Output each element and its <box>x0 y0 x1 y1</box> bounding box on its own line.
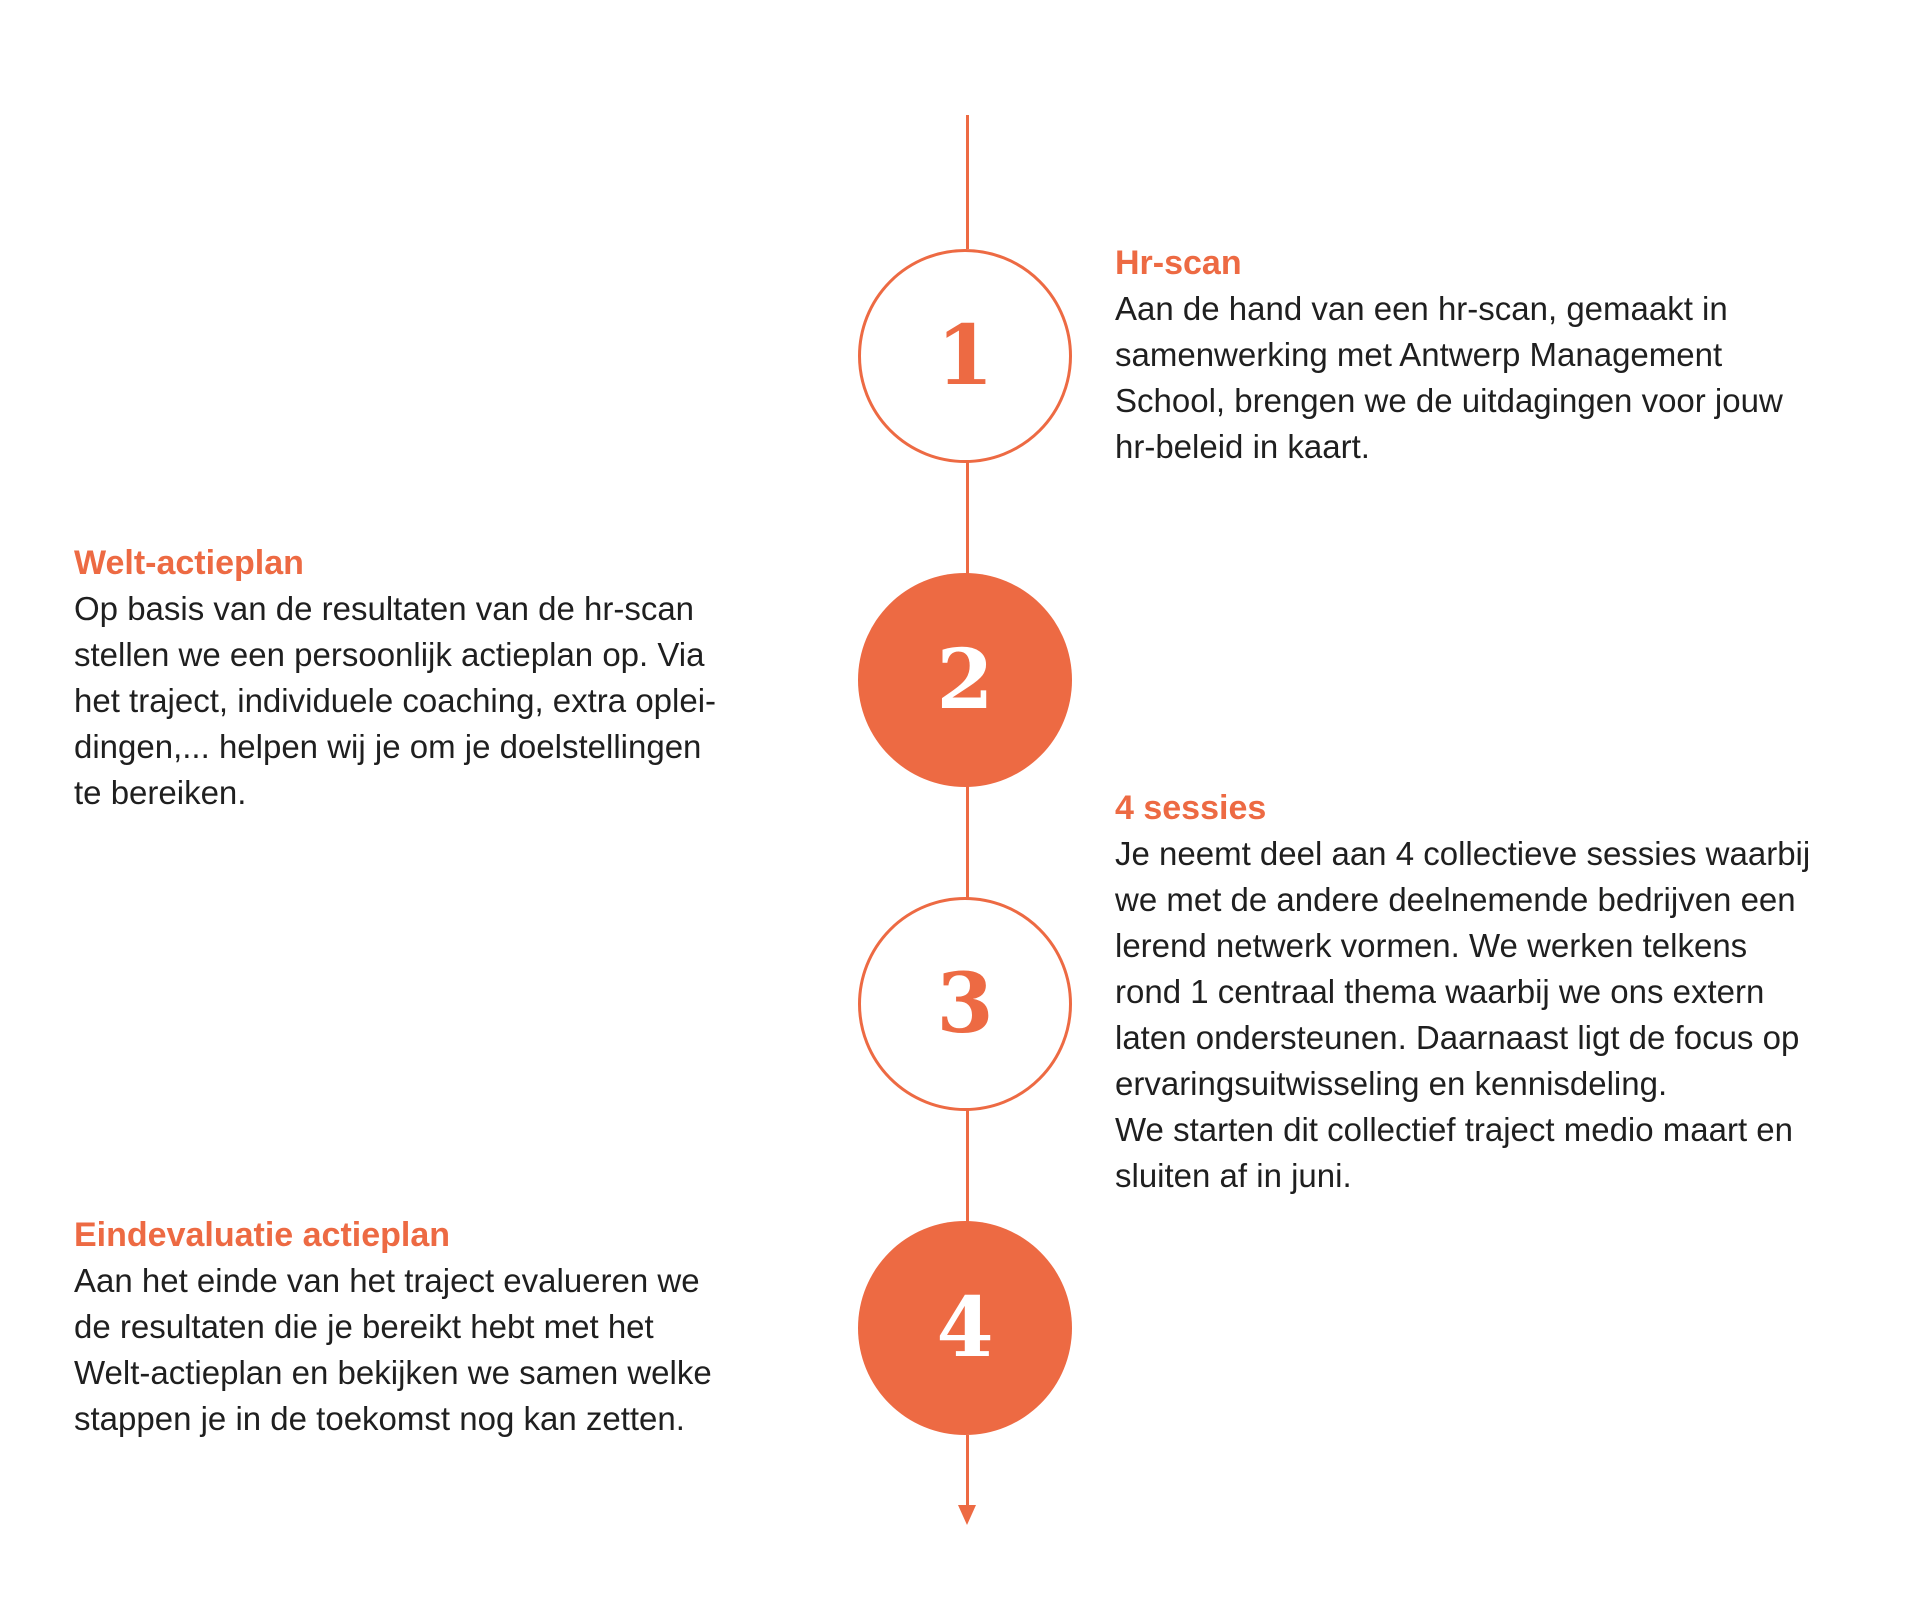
step-2-number: 2 <box>936 632 994 728</box>
step-1-number: 1 <box>936 308 994 404</box>
step-2-circle <box>858 573 1072 787</box>
step-3-number: 3 <box>936 956 994 1052</box>
timeline-line-3-4 <box>966 1110 969 1225</box>
step-1-block <box>1115 240 1895 470</box>
timeline-line-1-2 <box>966 460 969 575</box>
step-1-circle <box>858 249 1072 463</box>
step-4-circle <box>858 1221 1072 1435</box>
step-4-title: Eindevaluatie actieplan <box>74 1216 451 1254</box>
timeline-line-2-3 <box>966 785 969 900</box>
step-3-circle <box>858 897 1072 1111</box>
step-4-number: 4 <box>936 1280 994 1376</box>
step-4-block <box>74 1212 814 1442</box>
step-1-title: Hr-scan <box>1115 244 1242 282</box>
step-2-block <box>74 540 814 816</box>
step-2-text: Op basis van de resultaten van de hr-scan stellen we een persoonlijk actieplan op. Via het traject, individuele coaching, extra oplei- dingen,... helpen wij je om je doelstellingen te bereiken. <box>74 590 717 811</box>
timeline-arrow-down-icon <box>958 1505 976 1525</box>
step-3-block <box>1115 785 1895 1199</box>
step-4-text: Aan het einde van het traject evalueren we de resultaten die je bereikt hebt met het Welt-actieplan en bekijken we samen welke stappen je in de toekomst nog kan zetten. <box>74 1262 712 1437</box>
timeline-line-bottom <box>966 1435 969 1507</box>
step-3-text: Je neemt deel aan 4 collectieve sessies waarbij we met de andere deelnemende bedrijven een lerend netwerk vormen. We werken telkens rond 1 centraal thema waarbij we ons extern laten ondersteunen. Daarnaast ligt de focus op ervaringsuitwisseling en kennisdeling. We starten dit collectief traject medio maart en sluiten af in juni. <box>1115 835 1811 1194</box>
step-2-title: Welt-actieplan <box>74 544 304 582</box>
timeline-line-top <box>966 115 969 249</box>
step-1-text: Aan de hand van een hr-scan, gemaakt in samenwerking met Antwerp Management School, brengen we de uitdagingen voor jouw hr-beleid in kaart. <box>1115 290 1783 465</box>
step-3-title: 4 sessies <box>1115 789 1267 827</box>
